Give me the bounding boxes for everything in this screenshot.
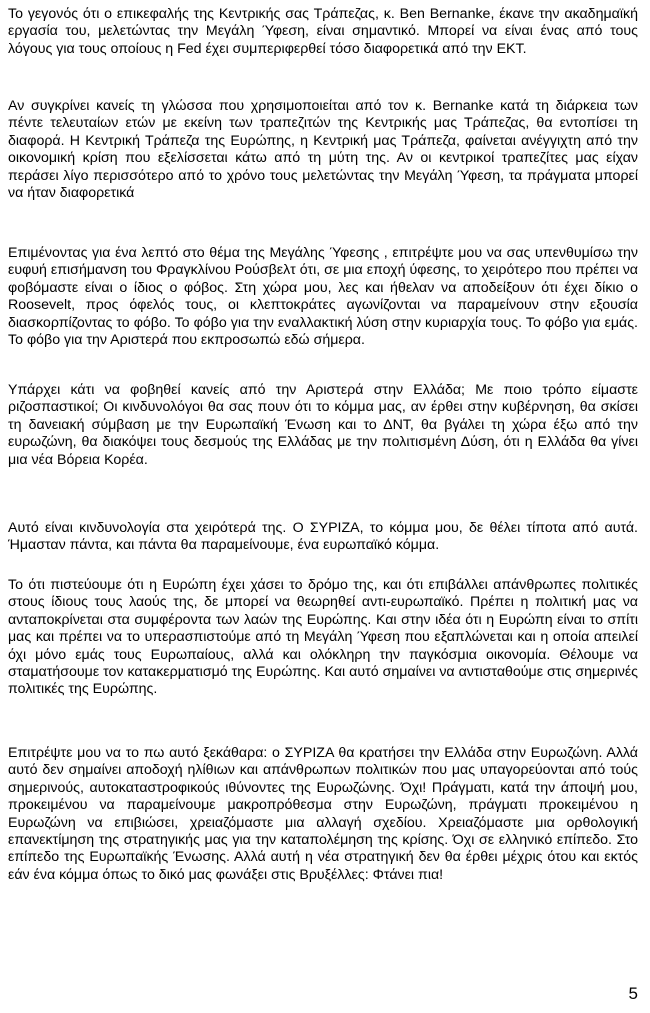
paragraph-3: Επιμένοντας για ένα λεπτό στο θέμα της Μεγάλης Ύφεσης , επιτρέψτε μου να σας υπενθυμίσω την ευφυή επισήμανση του Φραγκλίνου Ρούσβελτ ότι, σε μια εποχή ύφεσης, το χειρότερο που πρέπει να φοβόμαστε είναι ο ίδιος ο φόβος. Στη χώρα μου, λες και ήθελαν να αποδείξουν ότι έχει δίκιο ο Roosevelt, προς όφελός τους, οι κλεπτοκράτες αγωνίζονται να παραμείνουν στην εξουσία διασκορπίζοντας το φόβο. Το φόβο για την εναλλακτική λύση στην κυριαρχία τους. Το φόβο για εμάς. Το φόβο για την Αριστερά που εκπροσωπώ εδώ σήμερα.	[8, 245, 638, 349]
paragraph-4: Υπάρχει κάτι να φοβηθεί κανείς από την Αριστερά στην Ελλάδα; Με ποιο τρόπο είμαστε ριζοσπαστικοί; Οι κινδυνολόγοι θα σας πουν ότι το κόμμα μας, αν έρθει στην κυβέρνηση, θα σκίσει τη δανειακή σύμβαση με την Ευρωπαϊκή Ένωση και το ΔΝΤ, θα βγάλει τη χώρα έξω από την ευρωζώνη, θα διακόψει τους δεσμούς της Ελλάδας με την πολιτισμένη Δύση, ότι η Ελλάδα θα γίνει μια νέα Βόρεια Κορέα.	[8, 382, 638, 468]
paragraph-7: Επιτρέψτε μου να το πω αυτό ξεκάθαρα: ο ΣΥΡΙΖΑ θα κρατήσει την Ελλάδα στην Ευρωζώνη. Αλλά αυτό δεν σημαίνει αποδοχή ηλίθιων και απάνθρωπων πολιτικών που μας υπαγορεύονται από τούς σημερινούς, αυτοκαταστροφικούς ιθύνοντες της Ευρωζώνης. Όχι! Πράγματι, κατά την άποψή μου, προκειμένου να παραμείνουμε μακροπρόθεσμα στην Ευρωζώνη, πράγματι προκειμένου η Ευρωζώνη να επιβιώσει, χρειαζόμαστε μια αλλαγή σχεδίου. Χρειαζόμαστε μια ορθολογική επανεκτίμηση της στρατηγικής μας για την καταπολέμηση της κρίσης. Όχι σε ελληνικό επίπεδο. Στο επίπεδο της Ευρωπαϊκής Ένωσης. Αλλά αυτή η νέα στρατηγική δεν θα έρθει μέχρις ότου και εκτός εάν ένα κόμμα όπως το δικό μας φωνάξει στις Βρυξέλλες: Φτάνει πια!	[8, 745, 638, 883]
paragraph-1: Το γεγονός ότι ο επικεφαλής της Κεντρικής σας Τράπεζας, κ. Ben Bernanke, έκανε την ακαδημαϊκή εργασία του, μελετώντας την Μεγάλη Ύφεση, είναι σημαντικό. Μπορεί να είναι ένας από τους λόγους για τους οποίους η Fed έχει συμπεριφερθεί τόσο διαφορετικά από την ΕΚΤ.	[8, 6, 638, 57]
paragraph-6: Το ότι πιστεύουμε ότι η Ευρώπη έχει χάσει το δρόμο της, και ότι επιβάλλει απάνθρωπες πολιτικές στους ίδιους τους λαούς της, δε μπορεί να θεωρηθεί αντι-ευρωπαϊκό. Πρέπει η πολιτική μας να ανταποκρίνεται στα συμφέροντα των λαών της Ευρώπης. Και στην ιδέα ότι η Ευρώπη είναι το σπίτι μας και πρέπει να το υπερασπιστούμε από τη Μεγάλη Ύφεση που εξαπλώνεται και η οποία απειλεί όχι μόνο εμάς τους Ευρωπαίους, αλλά και ολόκληρη την παγκόσμια οικονομία. Θέλουμε να σταματήσουμε τον κατακερματισμό της Ευρώπης. Και αυτό σημαίνει να αντισταθούμε στις σημερινές πολιτικές της Ευρώπης.	[8, 577, 638, 698]
page-number: 5	[628, 984, 638, 1003]
paragraph-5: Αυτό είναι κινδυνολογία στα χειρότερά της. Ο ΣΥΡΙΖΑ, το κόμμα μου, δε θέλει τίποτα από αυτά. Ήμασταν πάντα, και πάντα θα παραμείνουμε, ένα ευρωπαϊκό κόμμα.	[8, 520, 638, 554]
paragraph-2: Αν συγκρίνει κανείς τη γλώσσα που χρησιμοποιείται από τον κ. Bernanke κατά τη διάρκεια των πέντε τελευταίων ετών με εκείνη των τραπεζιτών της Κεντρικής μας Τράπεζας, θα εντοπίσει τη διαφορά. Η Κεντρική Τράπεζα της Ευρώπης, η Κεντρική μας Τράπεζα, φαίνεται ανέγγιχτη από την οικονομική κρίση που εξελίσσεται κάτω από τη μύτη της. Αν οι κεντρικοί τραπεζίτες μας είχαν περάσει λίγο περισσότερο από το χρόνο τους μελετώντας την Μεγάλη Ύφεση, τα πράγματα μπορεί να ήταν διαφορετικά	[8, 98, 638, 202]
